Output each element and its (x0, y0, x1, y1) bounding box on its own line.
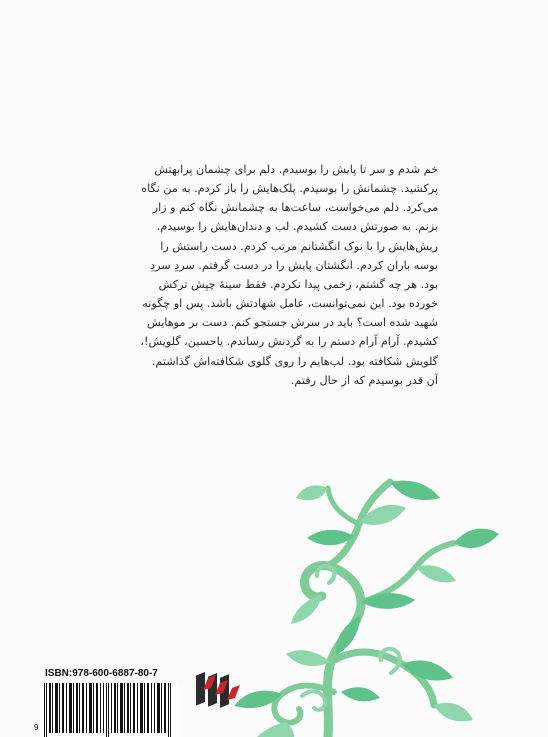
excerpt-line: می‌کرد. دلم می‌خواست، ساعت‌ها به چشمانش نگاه کنم و زار (152, 201, 438, 215)
excerpt-line: شهید شده است؟ باید در سرش جستجو کنم. دست بر موهایش (146, 316, 438, 330)
excerpt-line: پرکشید. چشمانش را بوسیدم. پلک‌هایش را باز کردم. به من نگاه (141, 182, 438, 196)
excerpt-text (108, 160, 438, 390)
barcode (42, 683, 178, 737)
excerpt-line: بود. هر چه گشتم، زخمی پیدا نکردم. فقط سینهٔ چپش ترکش (158, 277, 438, 291)
excerpt-line: بوسه باران کردم. انگشتان پایش را در دست گرفتم. سردِ سردِ (150, 258, 438, 272)
isbn-barcode-area (34, 668, 184, 737)
excerpt-line: آن قدر بوسیدم که از حال رفتم. (290, 373, 438, 387)
excerpt-line: خم شدم و سر تا پایش را بوسیدم. دلم برای چشمان پرابهتش (154, 163, 438, 176)
barcode-digit: 9 (34, 723, 39, 732)
excerpt-line: کشیدم. آرام آرام دستم را به گردنش رساندم. یاحسین، گلویش!، (140, 335, 438, 349)
excerpt-line: گلویش شکافته بود. لب‌هایم را روی گلوی شکافته‌اش گذاشتم. (151, 354, 438, 368)
publisher-logo-icon (190, 666, 242, 718)
plant-illustration (210, 470, 510, 737)
isbn-label: ISBN:978-600-6887-80-7 (45, 668, 158, 679)
excerpt-line: خورده بود. این نمی‌توانست، عامل شهادتش باشد. پس او چگونه (142, 297, 438, 311)
excerpt-line: ریش‌هایش را با نوک انگشتانم مرتب کردم. دست راستش را (160, 239, 438, 253)
excerpt-line: بزنم. به صورتش دست کشیدم. لب و دندان‌هایش را بوسیدم. (156, 220, 438, 234)
